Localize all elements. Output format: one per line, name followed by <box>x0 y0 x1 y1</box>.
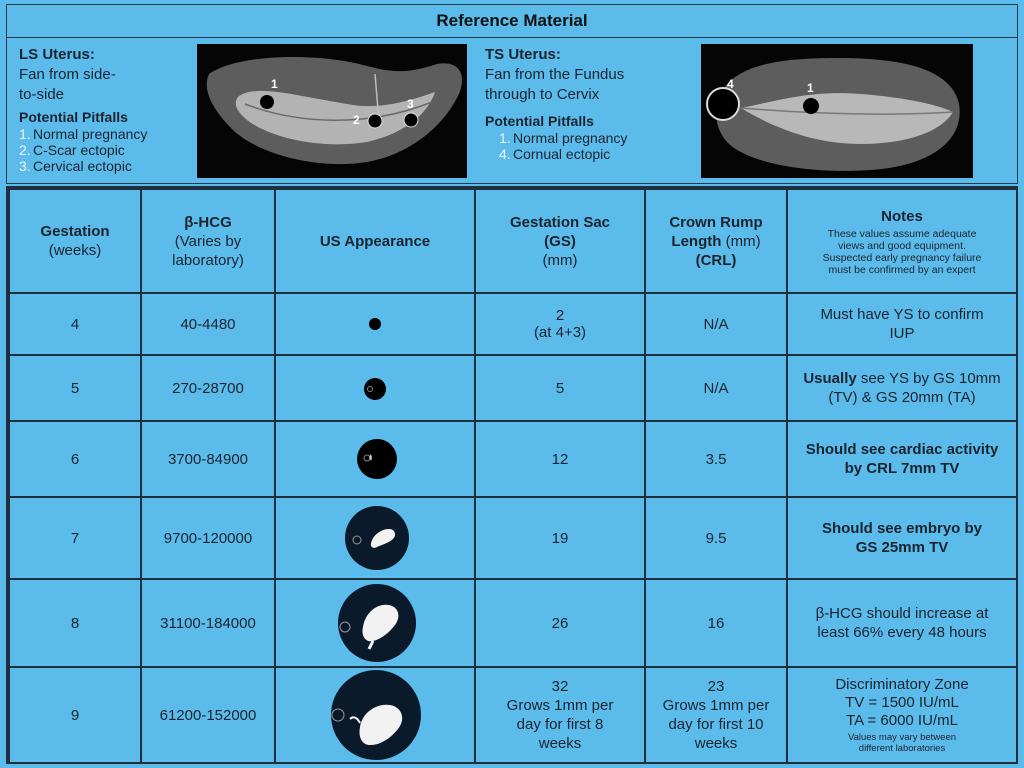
ls-marker-3: 3 <box>407 97 414 111</box>
ts-uterus-text <box>485 46 695 162</box>
cell-hcg: 9700-120000 <box>141 497 275 579</box>
table-row <box>9 355 1017 421</box>
header-gestation: Gestation (weeks) <box>9 189 141 293</box>
cell-gs: 5 <box>475 355 645 421</box>
ts-desc-1: Fan from the Fundus <box>485 66 625 83</box>
cell-hcg: 61200-152000 <box>141 667 275 763</box>
pitfall-number: 1. <box>499 130 511 146</box>
ts-pitfalls-list <box>499 130 695 162</box>
cell-crl: 16 <box>645 579 787 667</box>
cell-us-appearance <box>275 667 475 763</box>
cell-week: 6 <box>9 421 141 497</box>
header-notes: Notes These values assume adequate views and good equipment. Suspected early pregnancy failure must be confirmed by an expert <box>787 189 1017 293</box>
cell-us-appearance <box>275 293 475 355</box>
header-crl: Crown Rump Length (mm) (CRL) <box>645 189 787 293</box>
cell-hcg: 3700-84900 <box>141 421 275 497</box>
pitfall-number: 3. <box>19 158 31 174</box>
pitfall-number: 1. <box>19 126 31 142</box>
cell-week: 5 <box>9 355 141 421</box>
ls-uterus-diagram <box>197 44 467 178</box>
table-row <box>9 293 1017 355</box>
table-row <box>9 579 1017 667</box>
cell-week: 8 <box>9 579 141 667</box>
cell-hcg: 270-28700 <box>141 355 275 421</box>
list-item <box>19 126 199 142</box>
pitfall-text: Normal pregnancy <box>513 130 628 146</box>
page-title: Reference Material <box>436 11 588 30</box>
list-item <box>499 130 695 146</box>
ls-desc-2: to-side <box>19 86 65 103</box>
cell-crl: 3.5 <box>645 421 787 497</box>
cell-gs: 19 <box>475 497 645 579</box>
ls-pitfalls-list <box>19 126 199 174</box>
cell-us-appearance <box>275 497 475 579</box>
gestation-sac-image <box>345 373 405 403</box>
cell-hcg: 40-4480 <box>141 293 275 355</box>
ts-desc-2: through to Cervix <box>485 86 600 103</box>
cell-gs: 2 (at 4+3) <box>475 293 645 355</box>
cell-hcg: 31100-184000 <box>141 579 275 667</box>
cell-crl: N/A <box>645 293 787 355</box>
cell-notes: Should see cardiac activity by CRL 7mm TV <box>787 421 1017 497</box>
cell-crl: N/A <box>645 355 787 421</box>
table-row <box>9 497 1017 579</box>
pitfall-text: Cervical ectopic <box>33 158 132 174</box>
cell-notes: Should see embryo by GS 25mm TV <box>787 497 1017 579</box>
ls-marker-2: 2 <box>353 113 360 127</box>
cell-crl: 9.5 <box>645 497 787 579</box>
reference-images-panel <box>6 38 1018 184</box>
gestation-sac-image <box>320 669 430 761</box>
pitfall-text: C-Scar ectopic <box>33 142 125 158</box>
cell-us-appearance <box>275 421 475 497</box>
pitfall-number: 2. <box>19 142 31 158</box>
cell-us-appearance <box>275 579 475 667</box>
pitfall-number: 4. <box>499 146 511 162</box>
reference-table <box>8 188 1018 764</box>
title-bar <box>6 4 1018 38</box>
ts-marker-4: 4 <box>727 77 734 91</box>
pitfall-text: Normal pregnancy <box>33 126 148 142</box>
cell-notes: Must have YS to confirm IUP <box>787 293 1017 355</box>
ts-heading: TS Uterus: <box>485 46 561 63</box>
cell-crl: 23 Grows 1mm per day for first 10 weeks <box>645 667 787 763</box>
ls-uterus-text <box>19 46 199 174</box>
gestation-sac-image <box>337 505 413 571</box>
ls-pitfalls-heading: Potential Pitfalls <box>19 109 128 125</box>
gestation-sac-image <box>345 309 405 339</box>
ls-heading: LS Uterus: <box>19 46 95 63</box>
ts-marker-1: 1 <box>807 81 814 95</box>
ls-desc-1: Fan from side- <box>19 66 116 83</box>
cell-notes: Usually see YS by GS 10mm (TV) & GS 20mm (TA) <box>787 355 1017 421</box>
cell-notes: Discriminatory Zone TV = 1500 IU/mL TA = 6000 IU/mL Values may vary between different laboratories <box>787 667 1017 763</box>
gestation-reference-table <box>6 186 1018 764</box>
pitfall-text: Cornual ectopic <box>513 146 611 162</box>
ts-uterus-diagram <box>701 44 973 178</box>
header-gestation-sac: Gestation Sac (GS) (mm) <box>475 189 645 293</box>
ts-pitfalls-heading: Potential Pitfalls <box>485 113 594 129</box>
list-item <box>19 142 199 158</box>
list-item <box>499 146 695 162</box>
gestation-sac-image <box>345 437 405 481</box>
gestation-sac-image <box>327 583 423 663</box>
header-us-appearance: US Appearance <box>275 189 475 293</box>
cell-week: 4 <box>9 293 141 355</box>
cell-week: 7 <box>9 497 141 579</box>
ls-marker-1: 1 <box>271 77 278 91</box>
list-item <box>19 158 199 174</box>
cell-gs: 12 <box>475 421 645 497</box>
cell-us-appearance <box>275 355 475 421</box>
table-row <box>9 667 1017 763</box>
cell-week: 9 <box>9 667 141 763</box>
header-hcg: β-HCG (Varies by laboratory) <box>141 189 275 293</box>
cell-notes: β-HCG should increase at least 66% every 48 hours <box>787 579 1017 667</box>
cell-gs: 26 <box>475 579 645 667</box>
table-header-row <box>9 189 1017 293</box>
table-row <box>9 421 1017 497</box>
cell-gs: 32 Grows 1mm per day for first 8 weeks <box>475 667 645 763</box>
